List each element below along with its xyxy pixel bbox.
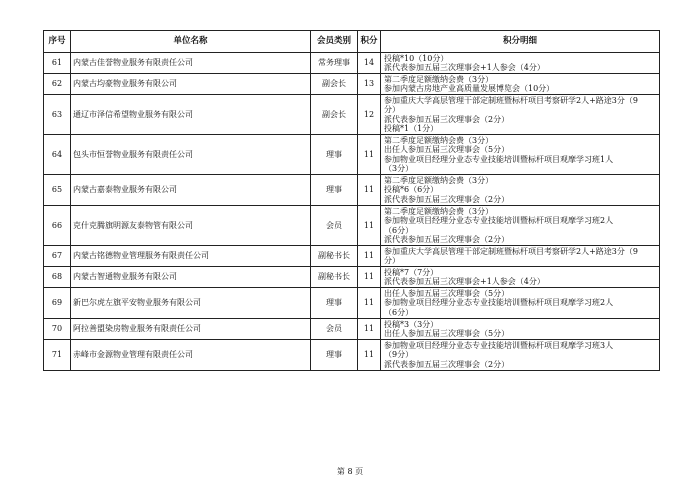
serial-cell: 71 — [44, 340, 71, 371]
detail-line: 分） — [384, 256, 400, 265]
points-cell: 12 — [358, 95, 381, 135]
serial-cell: 66 — [44, 206, 71, 246]
detail-line: 参加重庆大学高层管理干部定制班暨标杆项目考察研学2人+路途3分（9 — [384, 246, 638, 256]
points-cell: 11 — [358, 175, 381, 206]
category-cell: 副秘书长 — [311, 246, 358, 267]
detail-line: （3分） — [384, 163, 414, 173]
points-cell: 11 — [358, 206, 381, 246]
points-cell: 11 — [358, 319, 381, 340]
detail-cell — [381, 175, 660, 206]
page-number: 第 8 页 — [336, 467, 364, 476]
detail-line: 投稿*10（10分） — [384, 53, 449, 63]
table-row — [44, 53, 660, 74]
detail-line: （6分） — [384, 225, 414, 235]
category-cell: 副会长 — [311, 95, 358, 135]
table-row — [44, 135, 660, 175]
category-cell: 理事 — [311, 135, 358, 175]
serial-cell: 65 — [44, 175, 71, 206]
detail-line: 派代表参加五届三次理事会+1人参会（4分） — [384, 63, 545, 72]
unit-name-cell: 内蒙古智通物业服务有限公司 — [71, 267, 311, 288]
table-row — [44, 319, 660, 340]
detail-line: 投稿*6（6分） — [384, 185, 439, 195]
detail-line: 出任人参加五届三次理事会（5分） — [384, 288, 510, 298]
unit-name-cell: 阿拉善盟染房物业服务有限责任公司 — [71, 319, 311, 340]
points-cell: 11 — [358, 135, 381, 175]
serial-cell: 68 — [44, 267, 71, 288]
detail-line: 派代表参加五届三次理事会（2分） — [384, 194, 510, 204]
detail-cell — [381, 319, 660, 340]
serial-cell: 64 — [44, 135, 71, 175]
category-cell: 副会长 — [311, 74, 358, 95]
serial-cell: 63 — [44, 95, 71, 135]
detail-line: 参加物业项目经理分业态专业技能培训暨标杆项目观摩学习班1人 — [384, 154, 614, 164]
detail-line: 投稿*1（1分） — [384, 123, 439, 133]
detail-line: 分） — [384, 105, 400, 115]
unit-name-cell: 内蒙古铭德物业管理服务有限责任公司 — [71, 246, 311, 267]
detail-line: 派代表参加五届三次理事会（2分） — [384, 359, 510, 369]
serial-cell: 62 — [44, 74, 71, 95]
points-cell: 11 — [358, 288, 381, 319]
detail-line: 第二季度足额缴纳会费（3分） — [384, 206, 494, 216]
table-row — [44, 95, 660, 135]
table-row — [44, 267, 660, 288]
category-cell: 副秘书长 — [311, 267, 358, 288]
unit-name-cell: 克什克腾旗明源友泰物管有限公司 — [71, 206, 311, 246]
detail-line: （9分） — [384, 350, 414, 360]
detail-line: （6分） — [384, 307, 414, 317]
detail-line: 投稿*3（3分） — [384, 319, 439, 329]
unit-name-cell: 内蒙古嘉泰物业服务有限公司 — [71, 175, 311, 206]
table-header-row — [44, 31, 660, 53]
detail-line: 投稿*7（7分） — [384, 267, 439, 277]
points-cell: 11 — [358, 246, 381, 267]
header-unit-name: 单位名称 — [71, 31, 311, 53]
category-cell: 理事 — [311, 340, 358, 371]
detail-line: 参加物业项目经理分业态专业技能培训暨标杆项目观摩学习班2人 — [384, 216, 614, 226]
detail-line: 参加重庆大学高层管理干部定制班暨标杆项目考察研学2人+路途3分（9 — [384, 95, 638, 105]
points-cell: 11 — [358, 267, 381, 288]
unit-name-cell: 赤峰市金源物业管理有限责任公司 — [71, 340, 311, 371]
detail-cell — [381, 267, 660, 288]
table-row — [44, 175, 660, 206]
detail-line: 第二季度足额缴纳会费（3分） — [384, 175, 494, 185]
category-cell: 会员 — [311, 206, 358, 246]
detail-line: 派代表参加五届三次理事会（2分） — [384, 234, 510, 244]
detail-line: 派代表参加五届三次理事会+1人参会（4分） — [384, 277, 545, 286]
detail-cell — [381, 74, 660, 95]
detail-cell — [381, 53, 660, 74]
unit-name-cell: 通辽市泽信希望物业服务有限公司 — [71, 95, 311, 135]
detail-line: 参加物业项目经理分业态专业技能培训暨标杆项目观摩学习班3人 — [384, 340, 614, 350]
points-cell: 13 — [358, 74, 381, 95]
detail-cell — [381, 135, 660, 175]
detail-cell — [381, 246, 660, 267]
serial-cell: 69 — [44, 288, 71, 319]
score-table — [43, 30, 660, 371]
detail-line: 第二季度足额缴纳会费（3分） — [384, 135, 494, 145]
serial-cell: 67 — [44, 246, 71, 267]
unit-name-cell: 包头市恒誉物业服务有限责任公司 — [71, 135, 311, 175]
detail-line: 参加内蒙古房地产业高质量发展博览会（10分） — [384, 84, 555, 93]
detail-cell — [381, 288, 660, 319]
detail-line: 参加物业项目经理分业态专业技能培训暨标杆项目观摩学习班2人 — [384, 298, 614, 308]
detail-cell — [381, 95, 660, 135]
header-points-detail: 积分明细 — [381, 31, 660, 53]
detail-cell — [381, 206, 660, 246]
table-row — [44, 288, 660, 319]
score-table-container — [43, 30, 659, 371]
detail-line: 第二季度足额缴纳会费（3分） — [384, 74, 494, 84]
serial-cell: 61 — [44, 53, 71, 74]
category-cell: 理事 — [311, 288, 358, 319]
detail-line: 出任人参加五届三次理事会（5分） — [384, 145, 510, 155]
points-cell: 11 — [358, 340, 381, 371]
unit-name-cell: 新巴尔虎左旗平安物业服务有限公司 — [71, 288, 311, 319]
detail-line: 派代表参加五届三次理事会（2分） — [384, 114, 510, 124]
header-member-category: 会员类别 — [311, 31, 358, 53]
header-serial: 序号 — [44, 31, 71, 53]
table-row — [44, 206, 660, 246]
unit-name-cell: 内蒙古均豪物业服务有限公司 — [71, 74, 311, 95]
points-cell: 14 — [358, 53, 381, 74]
detail-cell — [381, 340, 660, 371]
header-points: 积分 — [358, 31, 381, 53]
table-row — [44, 340, 660, 371]
table-body — [44, 53, 660, 371]
table-row — [44, 246, 660, 267]
category-cell: 会员 — [311, 319, 358, 340]
category-cell: 常务理事 — [311, 53, 358, 74]
serial-cell: 70 — [44, 319, 71, 340]
category-cell: 理事 — [311, 175, 358, 206]
unit-name-cell: 内蒙古佳誉物业服务有限责任公司 — [71, 53, 311, 74]
table-row — [44, 74, 660, 95]
detail-line: 出任人参加五届三次理事会（5分） — [384, 329, 510, 338]
